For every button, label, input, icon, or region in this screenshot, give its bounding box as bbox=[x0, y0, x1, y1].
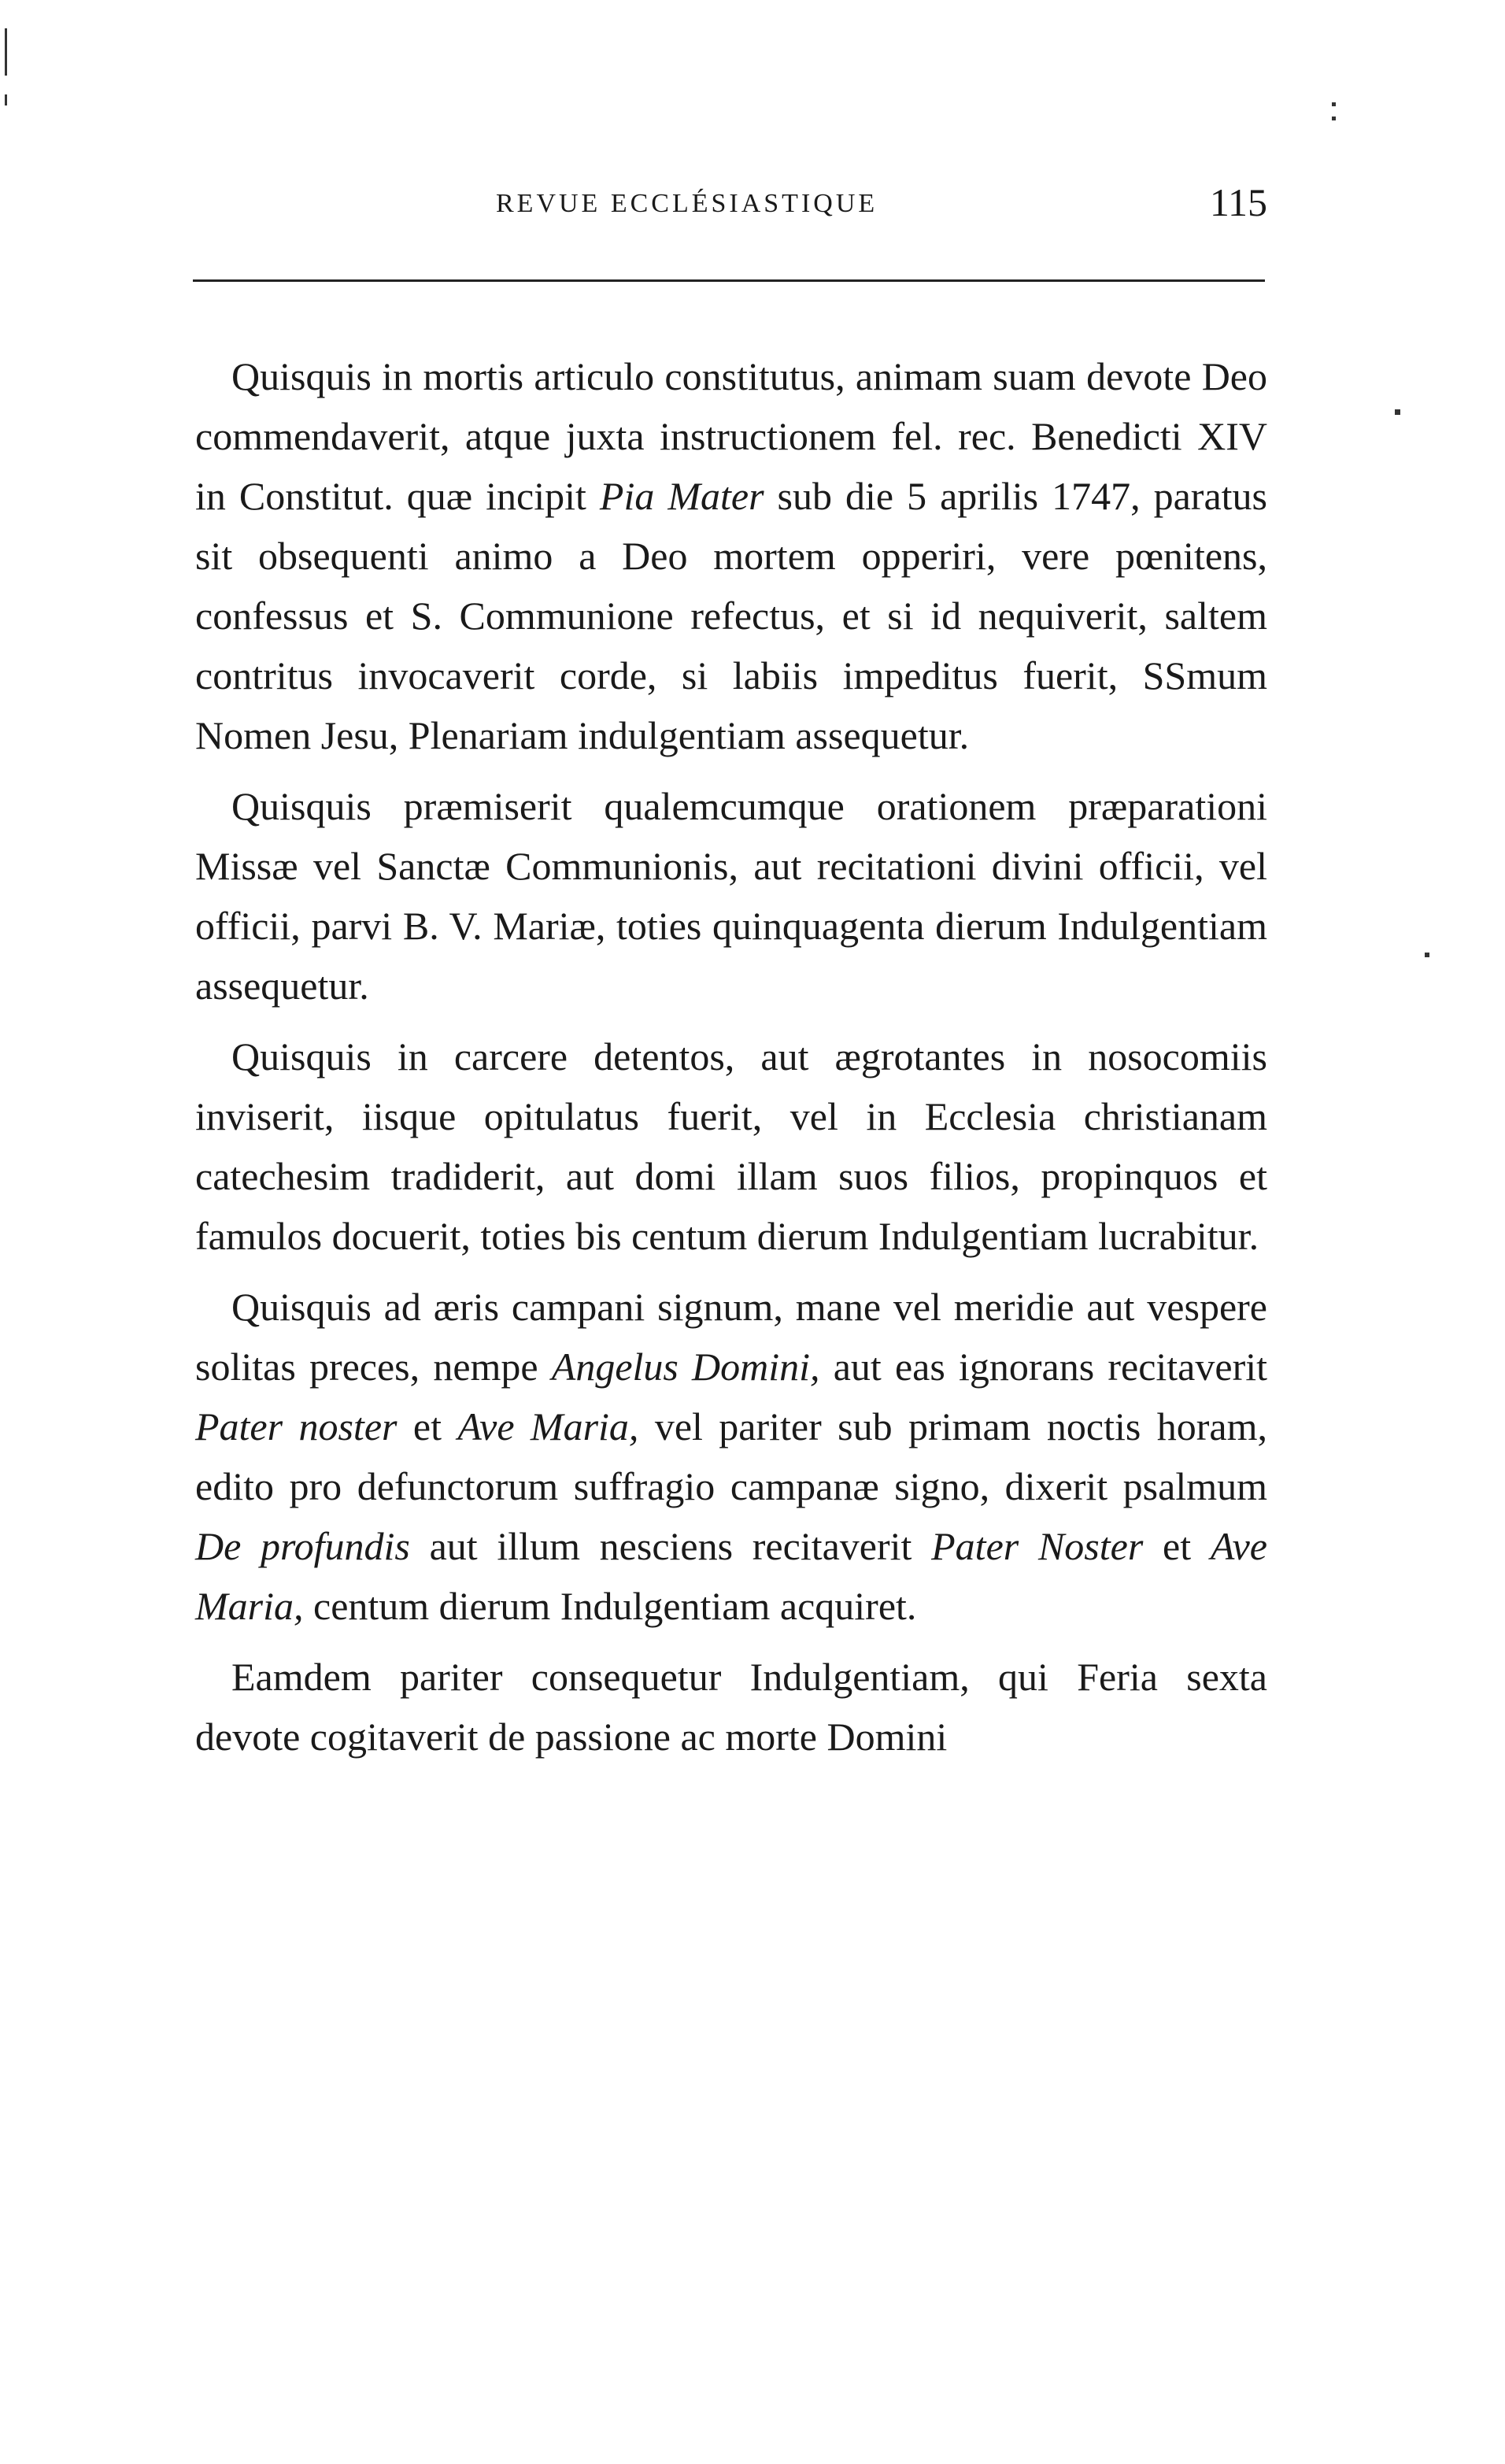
text-segment: Quisquis in mortis articulo constitutus, animam suam devote Deo commendaverit, atque juxta instructionem fel. rec. Benedicti XIV in Constitut. quæ incipit bbox=[195, 354, 1267, 518]
italic-text: De profundis bbox=[195, 1524, 410, 1568]
text-segment: aut illum nesciens recitaverit bbox=[409, 1524, 932, 1568]
scan-mark-right bbox=[1332, 102, 1336, 106]
scan-speck-1 bbox=[1395, 409, 1400, 415]
italic-text: Pater Noster bbox=[931, 1524, 1144, 1568]
italic-text: Ave Maria, bbox=[195, 1524, 1267, 1628]
text-segment: aut eas ignorans recitaverit bbox=[819, 1345, 1267, 1389]
page-number: 115 bbox=[1209, 180, 1267, 224]
paragraph bbox=[195, 346, 1267, 765]
italic-text: Pia Mater bbox=[599, 474, 764, 518]
header-rule bbox=[193, 279, 1265, 282]
paragraph bbox=[195, 776, 1267, 1016]
scan-speck-2 bbox=[1425, 953, 1429, 957]
paragraph bbox=[195, 1277, 1267, 1636]
text-segment: centum dierum Indulgentiam acquiret. bbox=[303, 1584, 917, 1628]
text-segment: et bbox=[1143, 1524, 1211, 1568]
italic-text: Pater noster bbox=[195, 1404, 398, 1448]
text-segment: Eamdem pariter consequetur Indulgentiam, qui Feria sexta devote cogitaverit de passione ac morte Domini bbox=[195, 1655, 1267, 1759]
italic-text: Ave Maria, bbox=[457, 1404, 639, 1448]
scan-mark-left-dot bbox=[5, 94, 7, 105]
text-segment: et bbox=[397, 1404, 458, 1448]
text-segment: Quisquis ad æris campani signum, mane vel meridie aut vespere solitas preces, nempe bbox=[195, 1285, 1267, 1389]
text-segment: sub die 5 aprilis 1747, paratus sit obsequenti animo a Deo mortem opperiri, vere pœnitens, confessus et S. Communione refectus, et si id nequiverit, saltem contritus invocaverit corde, si labiis impeditus fuerit, SSmum Nomen Jesu, Plenariam indulgentiam assequetur. bbox=[195, 474, 1267, 757]
paragraph bbox=[195, 1027, 1267, 1266]
scan-mark-right-2 bbox=[1332, 117, 1336, 120]
paragraph bbox=[195, 1647, 1267, 1767]
italic-text: Angelus Domini, bbox=[551, 1345, 820, 1389]
scan-mark-left bbox=[5, 28, 7, 76]
running-title: REVUE ECCLÉSIASTIQUE bbox=[496, 189, 878, 218]
text-segment: vel pariter sub primam noctis horam, edito pro defunctorum suffragio campanæ signo, dixerit psalmum bbox=[195, 1404, 1267, 1508]
text-segment: Quisquis in carcere detentos, aut ægrotantes in nosocomiis inviserit, iisque opitulatus fuerit, vel in Ecclesia christianam catechesim tradiderit, aut domi illam suos filios, propinquos et famulos docuerit, toties bis centum dierum Indulgentiam lucrabitur. bbox=[195, 1034, 1267, 1258]
body-text bbox=[195, 346, 1267, 1778]
page-header bbox=[197, 180, 1267, 236]
text-segment: Quisquis præmiserit qualemcumque orationem præparationi Missæ vel Sanctæ Communionis, aut recitationi divini officii, vel officii, parvi B. V. Mariæ, toties quinquagenta dierum Indulgentiam assequetur. bbox=[195, 784, 1267, 1008]
